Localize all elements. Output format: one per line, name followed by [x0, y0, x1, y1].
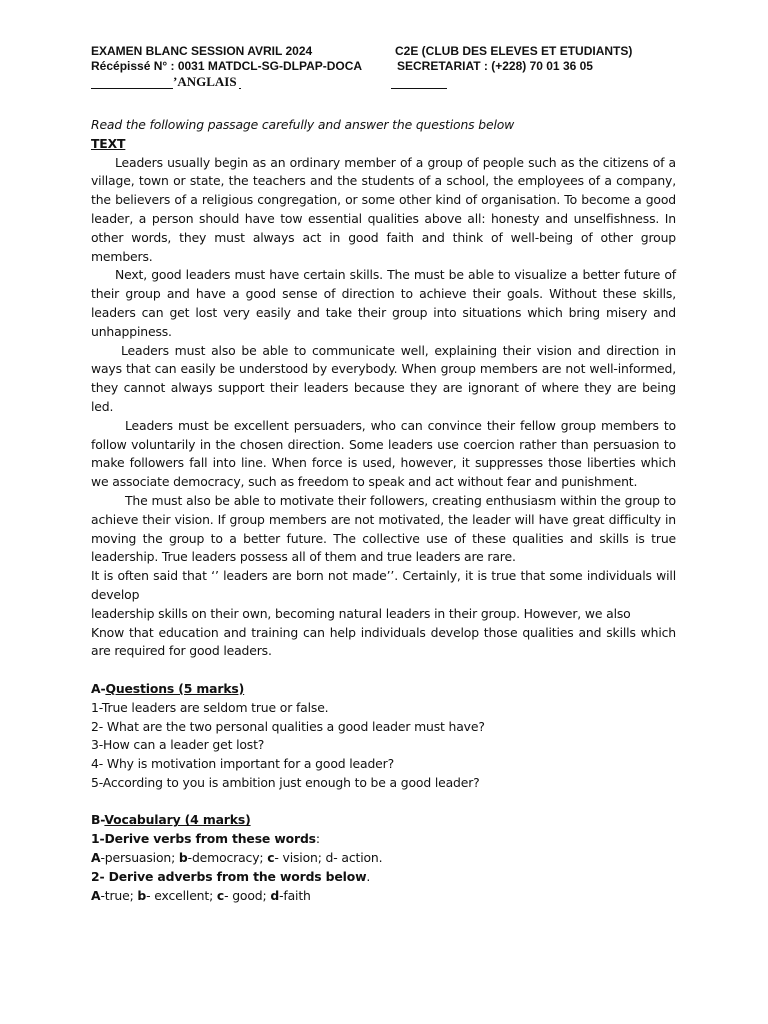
question-1: 1-True leaders are seldom true or false.: [91, 699, 329, 715]
passage-paragraph-6: It is often said that ‘’ leaders are born not made’’. Certainly, it is true that some individuals will develop: [91, 568, 676, 602]
right-underline: [391, 88, 447, 89]
subject-title: ’ANGLAIS: [173, 74, 237, 89]
vocab-q1-items: [91, 849, 676, 868]
exam-header: [91, 44, 691, 90]
vocab-question-2: [91, 868, 676, 887]
passage-paragraph-2: Next, good leaders must have certain skills. The must be able to visualize a better future of their group and have a good sense of direction to achieve their goals. Without these skills, leaders can get lost very easily and take their group into situations which bring misery and unhappiness.: [91, 267, 676, 339]
question-5: 5-According to you is ambition just enough to be a good leader?: [91, 774, 480, 790]
passage-paragraph-4: Leaders must be excellent persuaders, who can convince their fellow group members to follow voluntarily in the chosen direction. Some leaders use coercion rather than persuasion to make followers fall into line. When force is used, however, it suppresses those liberties which we associate democracy, such as freedom to speak and act without fear and punishment.: [91, 417, 676, 490]
vocab-q1-colon: :: [315, 831, 320, 847]
section-a-title: Questions (5 marks): [105, 680, 245, 696]
spacer: [91, 661, 676, 680]
vocab-q1-title: 1-Derive verbs from these words: [91, 831, 316, 847]
header-row-1: [91, 44, 691, 59]
subject-row: [91, 74, 691, 90]
section-b-heading: [91, 811, 676, 830]
item-text: - good;: [224, 887, 271, 903]
text-heading: TEXT: [91, 135, 126, 151]
passage-paragraph-7: leadership skills on their own, becoming natural leaders in their group. However, we also: [91, 605, 631, 621]
item-text: -true;: [100, 887, 138, 903]
passage-paragraph-1: Leaders usually begin as an ordinary member of a group of people such as the citizens of a village, town or state, the teachers and the students of a school, the employees of a company, the believers of a religious congregation, or some other kind of organisation. To become a good leader, a person should have tow essential qualities above all: honesty and unselfishness. In other words, they must always act in good faith and think of well-being of other group members.: [91, 154, 676, 264]
section-b-title: Vocabulary (4 marks): [104, 812, 251, 828]
item-text: -democracy;: [187, 850, 268, 866]
question-3: 3-How can a leader get lost?: [91, 737, 265, 753]
instructions: Read the following passage carefully and answer the questions below: [91, 117, 515, 132]
section-a-heading: [91, 680, 676, 699]
exam-session-title: EXAMEN BLANC SESSION AVRIL 2024: [91, 44, 313, 58]
item-label: c: [267, 850, 275, 866]
vocab-question-1: [91, 830, 676, 849]
item-text: -faith: [279, 887, 311, 903]
passage-paragraph-8: Know that education and training can help individuals develop those qualities and skills which are required for good leaders.: [91, 624, 676, 659]
section-a-prefix: A-: [91, 680, 106, 696]
vocab-q2-title: 2- Derive adverbs from the words below: [91, 868, 367, 884]
passage-paragraph-3: Leaders must also be able to communicate well, explaining their vision and direction in ways that can easily be understood by everybody. When group members are not well-informed, they cannot always support their leaders because they are ignorant of where they are being led.: [91, 342, 676, 414]
spacer: [91, 793, 676, 812]
passage-paragraph-5: The must also be able to motivate their followers, creating enthusiasm within the group to achieve their vision. If group members are not motivated, the leader will have great difficulty in moving the group to a better future. The collective use of these qualities and skills is true leadership. True leaders possess all of them and true leaders are rare.: [91, 492, 676, 565]
item-label: A: [91, 887, 101, 903]
header-row-2: [91, 59, 691, 74]
secretariat-phone: SECRETARIAT : (+228) 70 01 36 05: [397, 59, 593, 73]
section-b-prefix: B-: [91, 812, 105, 828]
question-2: 2- What are the two personal qualities a good leader must have?: [91, 718, 485, 734]
item-label: d: [270, 887, 280, 903]
receipt-number: Récépissé N° : 0031 MATDCL-SG-DLPAP-DOCA: [91, 59, 363, 73]
item-label: b: [178, 850, 188, 866]
exam-content: [91, 116, 676, 905]
item-text: - excellent;: [146, 887, 217, 903]
item-label: A: [91, 850, 101, 866]
item-text: - vision; d- action.: [274, 850, 383, 866]
item-label: b: [137, 887, 147, 903]
item-label: c: [216, 887, 225, 903]
vocab-q2-dot: .: [366, 868, 371, 884]
club-name: C2E (CLUB DES ELEVES ET ETUDIANTS): [395, 44, 633, 58]
item-text: -persuasion;: [100, 850, 179, 866]
question-4: 4- Why is motivation important for a good leader?: [91, 756, 395, 772]
vocab-q2-items: [91, 887, 676, 906]
